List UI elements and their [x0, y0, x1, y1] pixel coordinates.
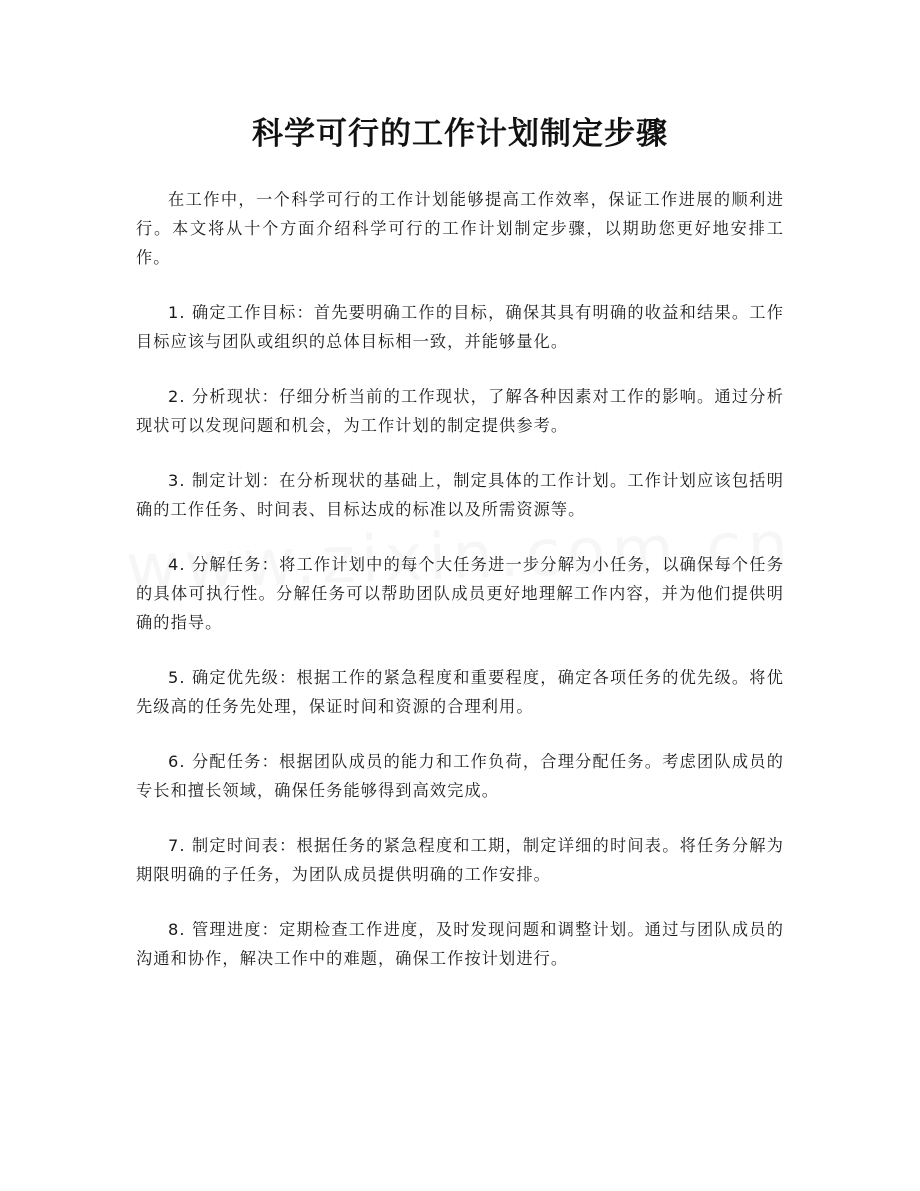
intro-paragraph: 在工作中，一个科学可行的工作计划能够提高工作效率，保证工作进展的顺利进行。本文将从十个方面介绍科学可行的工作计划制定步骤，以期助您更好地安排工作。	[136, 190, 784, 267]
step-paragraph-7: 7. 制定时间表：根据任务的紧急程度和工期，制定详细的时间表。将任务分解为期限明确的子任务，为团队成员提供明确的工作安排。	[136, 836, 784, 884]
step-paragraph-3: 3. 制定计划：在分析现状的基础上，制定具体的工作计划。工作计划应该包括明确的工作任务、时间表、目标达成的标准以及所需资源等。	[136, 471, 784, 519]
step-paragraph-8: 8. 管理进度：定期检查工作进度，及时发现问题和调整计划。通过与团队成员的沟通和协作，解决工作中的难题，确保工作按计划进行。	[136, 920, 784, 968]
document-body	[136, 185, 784, 999]
step-paragraph-4: 4. 分解任务：将工作计划中的每个大任务进一步分解为小任务，以确保每个任务的具体可执行性。分解任务可以帮助团队成员更好地理解工作内容，并为他们提供明确的指导。	[136, 555, 784, 632]
page-title: 科学可行的工作计划制定步骤	[252, 116, 668, 152]
step-paragraph-2: 2. 分析现状：仔细分析当前的工作现状，了解各种因素对工作的影响。通过分析现状可以发现问题和机会，为工作计划的制定提供参考。	[136, 387, 784, 435]
step-paragraph-1: 1. 确定工作目标：首先要明确工作的目标，确保其具有明确的收益和结果。工作目标应该与团队或组织的总体目标相一致，并能够量化。	[136, 303, 784, 351]
step-paragraph-5: 5. 确定优先级：根据工作的紧急程度和重要程度，确定各项任务的优先级。将优先级高的任务先处理，保证时间和资源的合理利用。	[136, 668, 784, 716]
step-paragraph-6: 6. 分配任务：根据团队成员的能力和工作负荷，合理分配任务。考虑团队成员的专长和擅长领域，确保任务能够得到高效完成。	[136, 752, 784, 800]
